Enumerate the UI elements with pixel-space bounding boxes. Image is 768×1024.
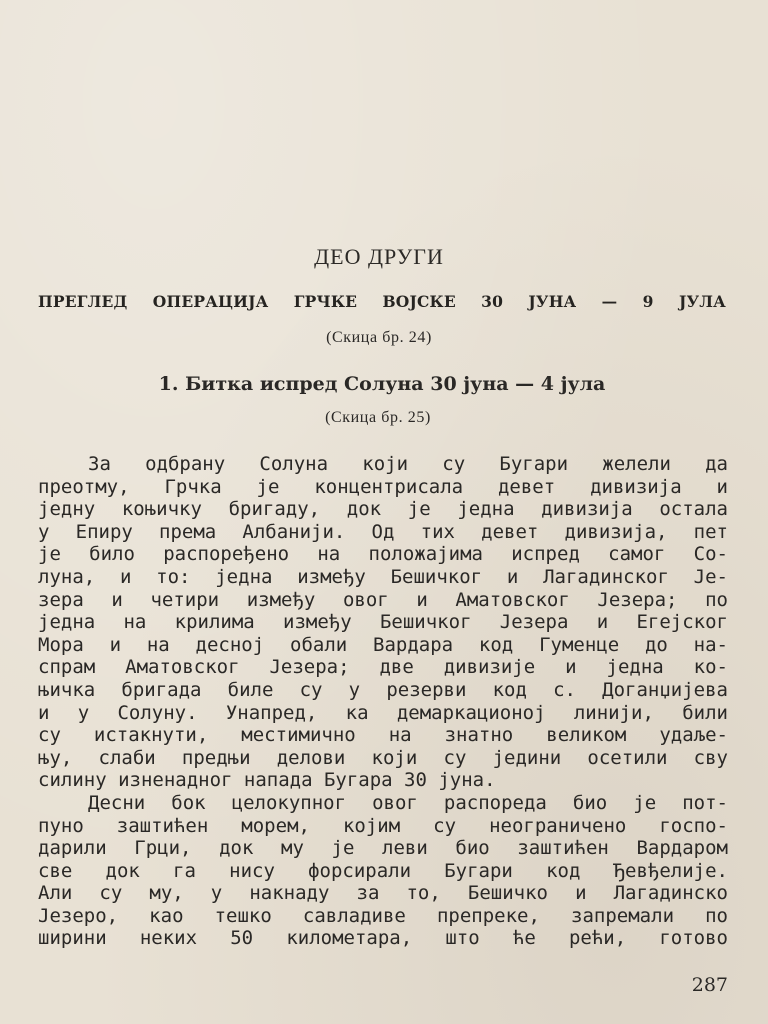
section-title: ПРЕГЛЕД ОПЕРАЦИЈА ГРЧКЕ ВОЈСКЕ 30 ЈУНА — 9 ЈУЛА	[38, 292, 726, 311]
text-line: једну коњичку бригаду, док је једна дивизија остала	[38, 498, 728, 521]
text-line: једна на крилима између Бешичког Језера и Егејског	[38, 611, 728, 634]
text-line: и у Солуну. Унапред, ка демаркационој линији, били	[38, 701, 728, 724]
body-text	[38, 453, 728, 950]
text-line: силину изненадног напада Бугара 30 јуна.	[38, 769, 496, 792]
part-title: ДЕО ДРУГИ	[314, 244, 444, 269]
page-number: 287	[691, 974, 728, 996]
paragraph-2	[38, 792, 728, 950]
text-line: су истакнути, местимично на знатно великом удаље-	[38, 724, 728, 747]
text-line: у Епиру према Албанији. Од тих девет дивизија, пет	[38, 520, 728, 543]
text-line: преотму, Грчка је концентрисала девет дивизија и	[38, 475, 728, 498]
text-line: ширини неких 50 километара, што ће рећи, готово	[38, 927, 728, 950]
text-line: дарили Грци, док му је леви био заштићен Вардаром	[38, 837, 728, 860]
text-line: За одбрану Солуна који су Бугари желели да	[88, 453, 728, 475]
text-line: њичка бригада биле су у резерви код с. Доганџијева	[38, 678, 728, 701]
subsection-title: 1. Битка испред Солуна 30 јуна — 4 јула	[158, 373, 606, 395]
text-line: њу, слаби предњи делови који су једини осетили сву	[38, 746, 728, 769]
text-line: Језеро, као тешко савладиве препреке, запремали по	[38, 904, 728, 927]
text-line: Мора и на десној обали Вардара код Гуменце до на-	[38, 633, 728, 656]
text-line: пуно заштићен морем, којим су неограничено госпо-	[38, 814, 728, 837]
text-line: зера и четири између овог и Аматовског Језера; по	[38, 588, 728, 611]
text-line: спрам Аматовског Језера; две дивизије и једна ко-	[38, 656, 728, 679]
text-line: Али су му, у накнаду за то, Бешичко и Лагадинско	[38, 882, 728, 905]
sketch-reference-25: (Скица бр. 25)	[325, 409, 431, 426]
text-line: луна, и то: једна између Бешичког и Лагадинског Је-	[38, 565, 728, 588]
paragraph-1	[38, 453, 728, 792]
text-line: Десни бок целокупног овог распореда био је пот-	[88, 791, 728, 814]
text-line: је било распоређено на положајима испред самог Со-	[38, 543, 728, 566]
text-line: све док га нису форсирали Бугари код Ђевђелије.	[38, 859, 728, 882]
sketch-reference-24: (Скица бр. 24)	[326, 329, 432, 346]
